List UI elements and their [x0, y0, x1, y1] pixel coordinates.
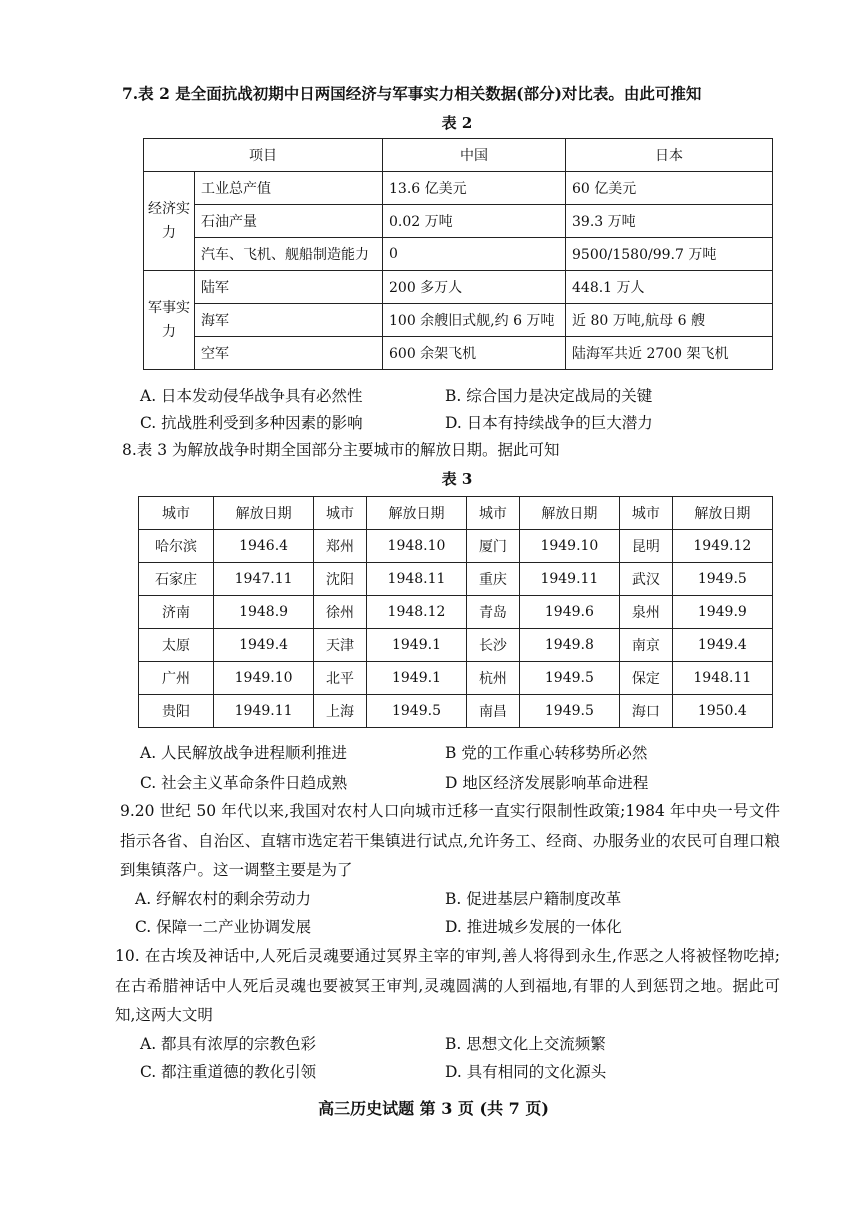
table3-cell-city: 贵阳 [139, 695, 214, 728]
table3-cell-date: 1949.6 [519, 596, 619, 629]
table3-cell-date: 1949.10 [519, 530, 619, 563]
table2-cell-china: 0 [383, 238, 566, 271]
table3-cell-city: 广州 [139, 662, 214, 695]
table2-caption: 表 2 [441, 114, 473, 132]
table2-cell-japan: 近 80 万吨,航母 6 艘 [566, 304, 773, 337]
table2-cell-item: 石油产量 [195, 205, 383, 238]
table3-cell-date: 1949.1 [366, 629, 466, 662]
table2-cell-item: 陆军 [195, 271, 383, 304]
table3-header-city: 城市 [139, 497, 214, 530]
table3-cell-city: 南京 [620, 629, 673, 662]
q8-option-d[interactable]: D 地区经济发展影响革命进程 [445, 774, 649, 792]
table2-cell-item: 汽车、飞机、舰船制造能力 [195, 238, 383, 271]
table3-cell-date: 1949.11 [519, 563, 619, 596]
q8-option-b[interactable]: B 党的工作重心转移势所必然 [445, 744, 648, 762]
q9-option-a[interactable]: A. 纾解农村的剩余劳动力 [135, 890, 312, 908]
table-row [144, 172, 773, 205]
table2-cell-japan: 陆海军共近 2700 架飞机 [566, 337, 773, 370]
table2-cell-japan: 448.1 万人 [566, 271, 773, 304]
q7-option-c[interactable]: C. 抗战胜利受到多种因素的影响 [140, 414, 363, 432]
q9-option-b[interactable]: B. 促进基层户籍制度改革 [445, 890, 622, 908]
table2-header-item: 项目 [144, 139, 383, 172]
q8-stem: 8.表 3 为解放战争时期全国部分主要城市的解放日期。据此可知 [122, 441, 560, 459]
table3-cell-date: 1950.4 [672, 695, 772, 728]
table2-cell-china: 200 多万人 [383, 271, 566, 304]
table2 [143, 138, 773, 370]
table-row [144, 337, 773, 370]
table3-header-city: 城市 [620, 497, 673, 530]
table3-header-date: 解放日期 [213, 497, 313, 530]
table3-cell-city: 厦门 [467, 530, 520, 563]
table-row [144, 205, 773, 238]
table3-cell-date: 1948.10 [366, 530, 466, 563]
table-row [144, 304, 773, 337]
table3-cell-city: 太原 [139, 629, 214, 662]
table2-cell-item: 海军 [195, 304, 383, 337]
table2-cell-china: 13.6 亿美元 [383, 172, 566, 205]
table3-caption: 表 3 [441, 470, 473, 488]
table3-cell-date: 1948.12 [366, 596, 466, 629]
table3-cell-date: 1949.5 [519, 695, 619, 728]
table3-cell-date: 1949.5 [366, 695, 466, 728]
table-row [139, 629, 773, 662]
table2-cell-item: 工业总产值 [195, 172, 383, 205]
table3-cell-city: 徐州 [314, 596, 367, 629]
table3-cell-date: 1948.11 [672, 662, 772, 695]
q8-option-a[interactable]: A. 人民解放战争进程顺利推进 [140, 744, 348, 762]
table3-cell-date: 1948.9 [213, 596, 313, 629]
table3 [138, 496, 773, 728]
table2-military-label: 军事实力 [144, 271, 195, 370]
table2-header-china: 中国 [383, 139, 566, 172]
table3-cell-date: 1947.11 [213, 563, 313, 596]
table3-cell-city: 哈尔滨 [139, 530, 214, 563]
q10-option-b[interactable]: B. 思想文化上交流频繁 [445, 1035, 606, 1053]
table-row [144, 271, 773, 304]
q10-option-c[interactable]: C. 都注重道德的教化引领 [140, 1063, 317, 1081]
q9-option-c[interactable]: C. 保障一二产业协调发展 [135, 918, 312, 936]
table3-cell-city: 石家庄 [139, 563, 214, 596]
table3-cell-date: 1949.10 [213, 662, 313, 695]
table3-cell-date: 1949.8 [519, 629, 619, 662]
table3-cell-city: 海口 [620, 695, 673, 728]
table2-economy-label: 经济实力 [144, 172, 195, 271]
table3-cell-date: 1949.12 [672, 530, 772, 563]
table2-cell-japan: 9500/1580/99.7 万吨 [566, 238, 773, 271]
q10-stem: 10. 在古埃及神话中,人死后灵魂要通过冥界主宰的审判,善人将得到永生,作恶之人将被怪物吃掉;在古希腊神话中人死后灵魂也要被冥王审判,灵魂圆满的人到福地,有罪的人到惩罚之地。据此可知,这两大文明 [115, 947, 780, 1024]
table3-cell-date: 1949.5 [519, 662, 619, 695]
q9-option-d[interactable]: D. 推进城乡发展的一体化 [445, 918, 622, 936]
table3-cell-city: 沈阳 [314, 563, 367, 596]
table3-header-city: 城市 [314, 497, 367, 530]
table3-cell-city: 武汉 [620, 563, 673, 596]
table2-cell-japan: 60 亿美元 [566, 172, 773, 205]
table2-cell-china: 100 余艘旧式舰,约 6 万吨 [383, 304, 566, 337]
table3-header-row [139, 497, 773, 530]
q10-option-a[interactable]: A. 都具有浓厚的宗教色彩 [140, 1035, 317, 1053]
q7-option-b[interactable]: B. 综合国力是决定战局的关键 [445, 387, 653, 405]
table3-cell-city: 昆明 [620, 530, 673, 563]
table3-cell-city: 保定 [620, 662, 673, 695]
table2-cell-item: 空军 [195, 337, 383, 370]
table-row [139, 596, 773, 629]
table3-header-date: 解放日期 [366, 497, 466, 530]
table3-cell-date: 1948.11 [366, 563, 466, 596]
table3-cell-city: 上海 [314, 695, 367, 728]
table3-cell-city: 南昌 [467, 695, 520, 728]
table3-cell-city: 济南 [139, 596, 214, 629]
table3-cell-date: 1949.9 [672, 596, 772, 629]
table-row [139, 662, 773, 695]
table3-cell-date: 1949.1 [366, 662, 466, 695]
table2-cell-japan: 39.3 万吨 [566, 205, 773, 238]
table3-cell-city: 天津 [314, 629, 367, 662]
table3-cell-city: 杭州 [467, 662, 520, 695]
table-row [144, 238, 773, 271]
q7-option-d[interactable]: D. 日本有持续战争的巨大潜力 [445, 414, 653, 432]
table3-cell-city: 重庆 [467, 563, 520, 596]
table3-header-date: 解放日期 [519, 497, 619, 530]
q10-option-d[interactable]: D. 具有相同的文化源头 [445, 1063, 607, 1081]
table3-cell-city: 北平 [314, 662, 367, 695]
q7-stem: 7.表 2 是全面抗战初期中日两国经济与军事实力相关数据(部分)对比表。由此可推知 [122, 84, 702, 103]
table3-header-city: 城市 [467, 497, 520, 530]
table3-cell-city: 郑州 [314, 530, 367, 563]
q7-option-a[interactable]: A. 日本发动侵华战争具有必然性 [140, 387, 363, 405]
table3-cell-date: 1946.4 [213, 530, 313, 563]
table3-cell-date: 1949.5 [672, 563, 772, 596]
table3-cell-date: 1949.11 [213, 695, 313, 728]
table3-header-date: 解放日期 [672, 497, 772, 530]
table-row [139, 563, 773, 596]
table-row [139, 695, 773, 728]
table3-cell-city: 长沙 [467, 629, 520, 662]
page-footer: 高三历史试题 第 3 页 (共 7 页) [318, 1099, 549, 1118]
table3-cell-city: 泉州 [620, 596, 673, 629]
table2-header-japan: 日本 [566, 139, 773, 172]
table2-header-row [144, 139, 773, 172]
table2-cell-china: 600 余架飞机 [383, 337, 566, 370]
q8-option-c[interactable]: C. 社会主义革命条件日趋成熟 [140, 774, 348, 792]
table3-cell-date: 1949.4 [672, 629, 772, 662]
table3-cell-city: 青岛 [467, 596, 520, 629]
table2-cell-china: 0.02 万吨 [383, 205, 566, 238]
table3-cell-date: 1949.4 [213, 629, 313, 662]
q9-stem: 9.20 世纪 50 年代以来,我国对农村人口向城市迁移一直实行限制性政策;1984 年中央一号文件指示各省、自治区、直辖市选定若干集镇进行试点,允许务工、经商、办服务业的农民可自理口粮到集镇落户。这一调整主要是为了 [120, 802, 780, 879]
table-row [139, 530, 773, 563]
